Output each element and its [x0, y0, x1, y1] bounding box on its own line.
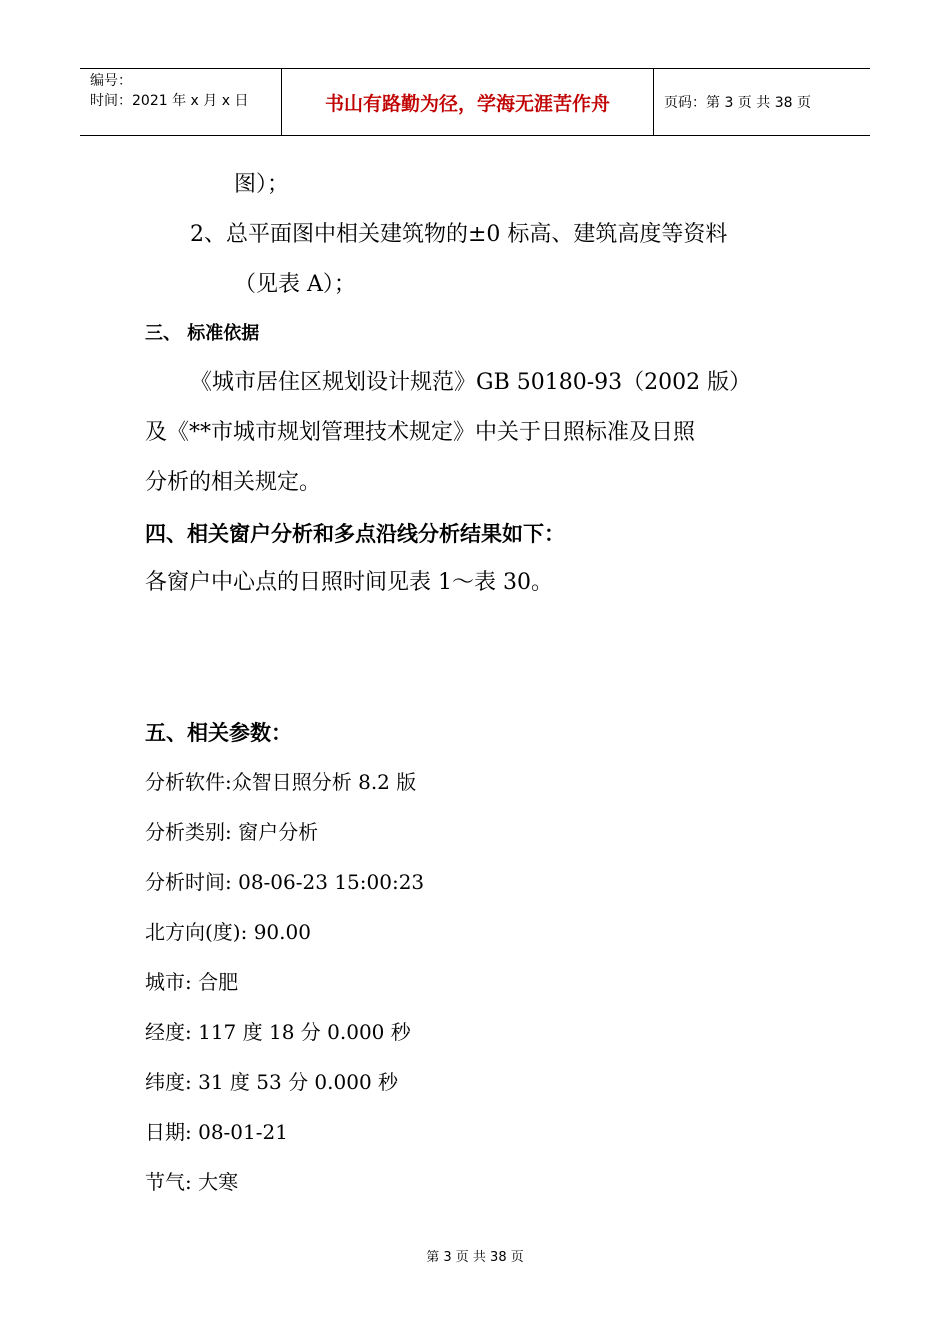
header-meta	[80, 69, 282, 135]
param-solar-term: 节气: 大寒	[145, 1170, 239, 1194]
section-heading-4: 四、相关窗户分析和多点沿线分析结果如下：	[145, 522, 565, 546]
body-line-2: 2、总平面图中相关建筑物的±0 标高、建筑高度等资料	[190, 222, 728, 247]
body-line-3: （见表 A）；	[234, 272, 356, 297]
body-line-1: 图）；	[234, 172, 290, 197]
header-number-label: 编号：	[90, 73, 132, 89]
body-para-4: 各窗户中心点的日照时间见表 1～表 30。	[145, 570, 553, 595]
header-time-label: 时间：2021 年 x 月 x 日	[90, 93, 249, 109]
param-date: 日期: 08-01-21	[145, 1120, 288, 1144]
param-latitude: 纬度: 31 度 53 分 0.000 秒	[145, 1070, 399, 1094]
param-software: 分析软件:众智日照分析 8.2 版	[145, 770, 417, 794]
body-para-3: 分析的相关规定。	[145, 470, 322, 495]
param-time: 分析时间: 08-06-23 15:00:23	[145, 870, 425, 894]
header-page-info: 页码：第 3 页 共 38 页	[664, 95, 811, 111]
body-para-2: 及《**市城市规划管理技术规定》中关于日照标准及日照	[145, 420, 696, 445]
param-category: 分析类别: 窗户分析	[145, 820, 319, 844]
section-heading-5: 五、相关参数：	[145, 721, 292, 745]
param-longitude: 经度: 117 度 18 分 0.000 秒	[145, 1020, 411, 1044]
header-motto: 书山有路勤为径，学海无涯苦作舟	[282, 69, 654, 135]
param-city: 城市: 合肥	[145, 970, 239, 994]
section-heading-3: 三、 标准依据	[145, 323, 260, 344]
page-header	[80, 68, 870, 136]
param-north: 北方向(度): 90.00	[145, 920, 311, 944]
body-para-1: 《城市居住区规划设计规范》GB 50180-93（2002 版）	[190, 370, 752, 395]
page-footer: 第 3 页 共 38 页	[426, 1250, 524, 1265]
